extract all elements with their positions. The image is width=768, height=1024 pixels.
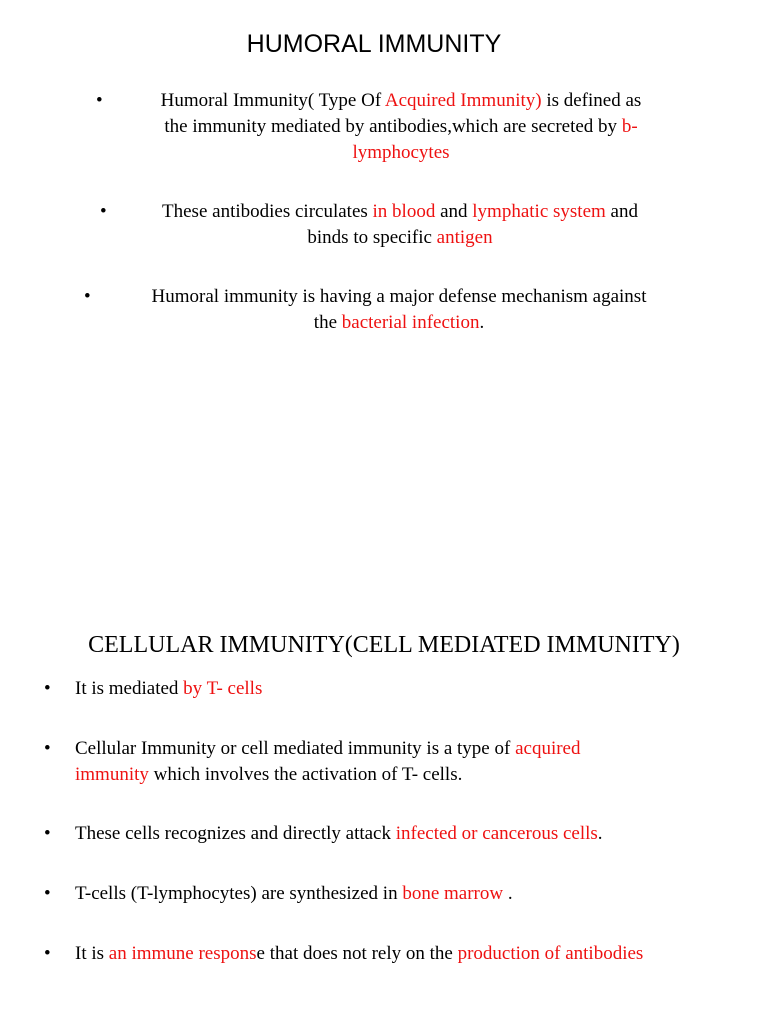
bullet-dot: • [96,90,103,111]
bullet-dot: • [44,823,51,844]
cellular-bullet-2-line-1: Cellular Immunity or cell mediated immunity is a type of acquired [75,738,581,759]
cellular-bullet-3: These cells recognizes and directly attack infected or cancerous cells. [75,823,603,844]
humoral-bullet-1-line-2: the immunity mediated by antibodies,which are secreted by b- [164,116,638,137]
humoral-bullet-1 [96,88,706,166]
humoral-bullet-3-line-2: the bacterial infection. [313,312,485,333]
bullet-dot: • [44,943,51,964]
cellular-bullet-5: It is an immune response that does not rely on the production of antibodies [75,943,644,964]
humoral-bullet-2-line-2: binds to specific antigen [307,227,493,248]
cellular-bullet-2 [75,736,745,788]
humoral-bullet-2 [100,199,700,251]
humoral-bullet-3 [84,284,714,336]
bullet-dot: • [44,738,51,759]
bullet-dot: • [44,883,51,904]
humoral-bullet-1-line-1: Humoral Immunity( Type Of Acquired Immunity) is defined as [160,90,642,111]
cellular-title: CELLULAR IMMUNITY(CELL MEDIATED IMMUNITY) [88,632,680,658]
bullet-dot: • [100,201,107,222]
cellular-bullet-4: T-cells (T-lymphocytes) are synthesized in bone marrow . [75,883,513,904]
humoral-title: HUMORAL IMMUNITY [246,30,502,58]
humoral-bullet-1-line-3: lymphocytes [352,142,450,163]
bullet-dot: • [44,678,51,699]
humoral-bullet-3-line-1: Humoral immunity is having a major defense mechanism against [151,286,647,307]
cellular-bullet-2-line-2: immunity which involves the activation of T- cells. [75,764,463,785]
bullet-dot: • [84,286,91,307]
humoral-bullet-2-line-1: These antibodies circulates in blood and lymphatic system and [162,201,638,222]
cellular-bullet-1: It is mediated by T- cells [75,678,263,699]
